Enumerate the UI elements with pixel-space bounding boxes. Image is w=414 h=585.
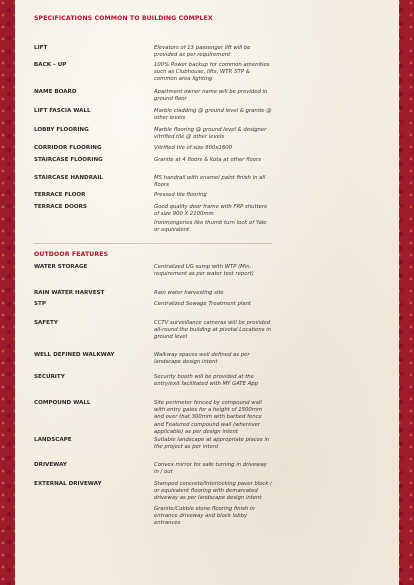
outdoor-label: RAIN WATER HARVEST: [34, 290, 105, 296]
outdoor-section-title: OUTDOOR FEATURES: [34, 251, 109, 258]
spec-value: Pressed tile flooring: [154, 192, 207, 198]
outdoor-value: Suitable landscape at appropriate places in the project as per intent: [154, 437, 270, 451]
outdoor-label: LANDSCAPE: [34, 437, 72, 443]
spec-label: TERRACE DOORS: [34, 204, 87, 210]
outdoor-label: STP: [34, 301, 46, 307]
spec-value: 100% Power backup for common amenities such as Clubhouse, lifts, WTP, STP & common area lighting: [154, 62, 270, 83]
spec-value: Good quality door frame with FRP shutters of size 900 X 2100mm: [154, 204, 267, 218]
spec-label: TERRACE FLOOR: [34, 192, 86, 198]
spec-value: Marble cladding @ ground level & granite @ other levels: [154, 108, 272, 122]
outdoor-label: DRIVEWAY: [34, 462, 67, 468]
outdoor-label: WELL DEFINED WALKWAY: [34, 352, 115, 358]
outdoor-label: SAFETY: [34, 320, 58, 326]
outdoor-value: Site perimeter fenced by compound wall with entry gates for a height of 1500mm and over that 300mm with barbed fence and Featured compound wall (wherever applicable) as per design intent: [154, 400, 263, 435]
document-page: [15, 0, 399, 585]
spec-value: Granite at 4 floors & Kota at other floors: [154, 157, 261, 163]
outdoor-value: Walkway spaces well defined as per landscape design intent: [154, 352, 250, 366]
spec-label: LIFT FASCIA WALL: [34, 108, 91, 114]
spec-value: Vitrified tile of size 800x1600: [154, 145, 232, 151]
spec-value: MS handrail with enamel paint finish in all floors: [154, 175, 266, 189]
section-divider: [34, 243, 272, 244]
spec-label: NAME BOARD: [34, 89, 77, 95]
outdoor-value: Stamped concrete/Interlocking paver block / or equivalent flooring with demarcated driveway as per landscape design intent: [154, 481, 272, 502]
outdoor-value: Granite/Cobble stone flooring finish in entrance driveway and block lobby entrances: [154, 506, 255, 527]
outdoor-value: Rain water harvesting site: [154, 290, 224, 296]
outdoor-value: Convex mirror for safe turning in driveway in / out: [154, 462, 267, 476]
spec-value: Elevators of 13 passenger lift will be provided as per requirement: [154, 45, 251, 59]
outdoor-label: COMPOUND WALL: [34, 400, 91, 406]
outdoor-label: EXTERNAL DRIVEWAY: [34, 481, 102, 487]
outdoor-value: Security booth will be provided at the entry/exit facilitated with MY GATE App: [154, 374, 258, 388]
spec-value: Ironmongeries like thumb turn lock of Yale or equivalent: [154, 220, 267, 234]
spec-label: BACK – UP: [34, 62, 67, 68]
outdoor-value: CCTV surveillance cameras will be provided all-round the building at pivotal Locations in ground level: [154, 320, 272, 341]
spec-label: LIFT: [34, 45, 48, 51]
spec-label: STAIRCASE HANDRAIL: [34, 175, 103, 181]
spec-label: CORRIDOR FLOORING: [34, 145, 102, 151]
spec-label: LOBBY FLOORING: [34, 127, 89, 133]
outdoor-label: WATER STORAGE: [34, 264, 88, 270]
spec-value: Apartment owner name will be provided in ground floor: [154, 89, 268, 103]
spec-label: STAIRCASE FLOORING: [34, 157, 103, 163]
spec-value: Marble flooring @ ground level & designer vitrified tile @ other levels: [154, 127, 267, 141]
outdoor-label: SECURITY: [34, 374, 65, 380]
outdoor-value: Centralized UG sump with WTP (Min. requirement as per water test report): [154, 264, 254, 278]
specs-section-title: SPECIFICATIONS COMMON TO BUILDING COMPLEX: [34, 15, 213, 22]
outdoor-value: Centralized Sewage Treatment plant: [154, 301, 251, 307]
